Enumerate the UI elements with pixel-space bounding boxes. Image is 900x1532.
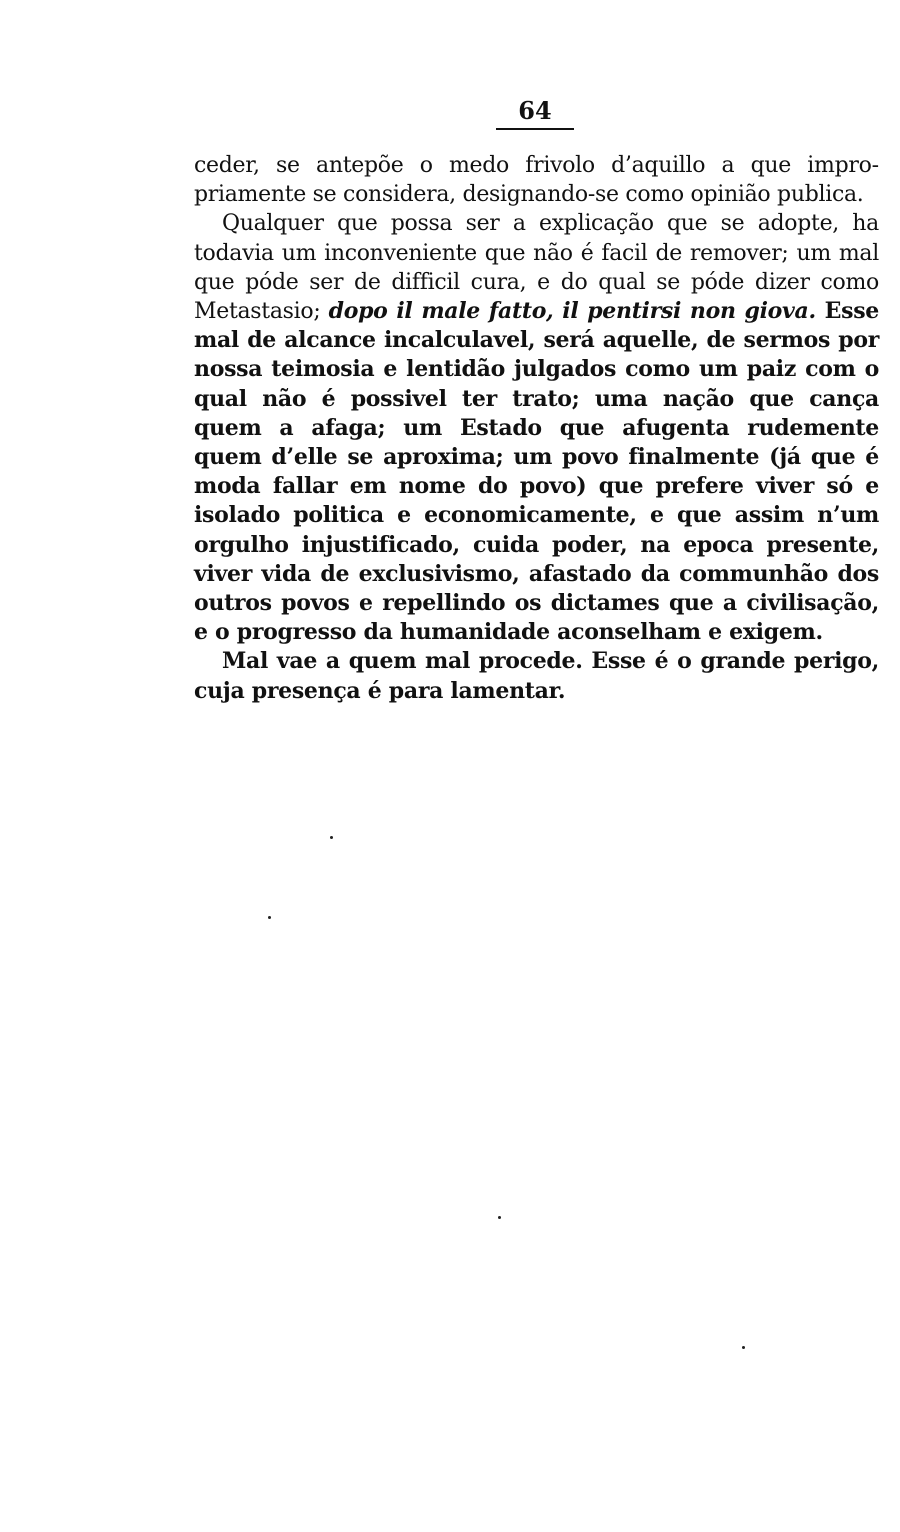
paragraph-3	[194, 647, 879, 705]
paragraph-2-text-start: Qualquer que possa ser a explicação que se adopte, ha todavia um inconveniente que não é facil de remover; um mal que póde ser de difficil cura, e do qual se póde dizer como Metastasio;	[194, 211, 879, 325]
print-speck	[330, 836, 333, 839]
print-speck	[268, 916, 271, 919]
paragraph-2	[194, 209, 879, 647]
page-number: 64	[518, 96, 552, 125]
italian-quote: dopo il male fatto, il pentirsi non giova.	[328, 298, 816, 325]
paragraph-3-text: Mal vae a quem mal procede. Esse é o grande perigo, cuja presença é para lamentar.	[194, 648, 879, 704]
page-number-rule	[496, 128, 574, 130]
paragraph-2-text-end: Esse mal de alcance incalculavel, será aquelle, de sermos por nossa teimosia e lentidão julgados como um paiz com o qual não é possivel ter trato; uma nação que cança quem a afaga; um Estado que afugenta rudemente quem d’elle se aproxima; um povo finalmente (já que é moda fallar em nome do povo) que prefere viver só e isolado politica e economicamente, e que assim n’um orgulho injustificado, cuida poder, na epoca presente, viver vida de exclusivismo, afastado da communhão dos outros povos e repellindo os dictames que a civilisação, e o progresso da humanidade aconselham e exigem.	[194, 298, 879, 646]
body-text	[194, 151, 879, 706]
paragraph-1	[194, 151, 879, 209]
print-speck	[498, 1216, 501, 1219]
paragraph-1-text: ceder, se antepõe o medo frivolo d’aquillo a que impropriamente se considera, designando-se como opinião publica.	[194, 153, 879, 208]
print-speck	[742, 1346, 745, 1349]
